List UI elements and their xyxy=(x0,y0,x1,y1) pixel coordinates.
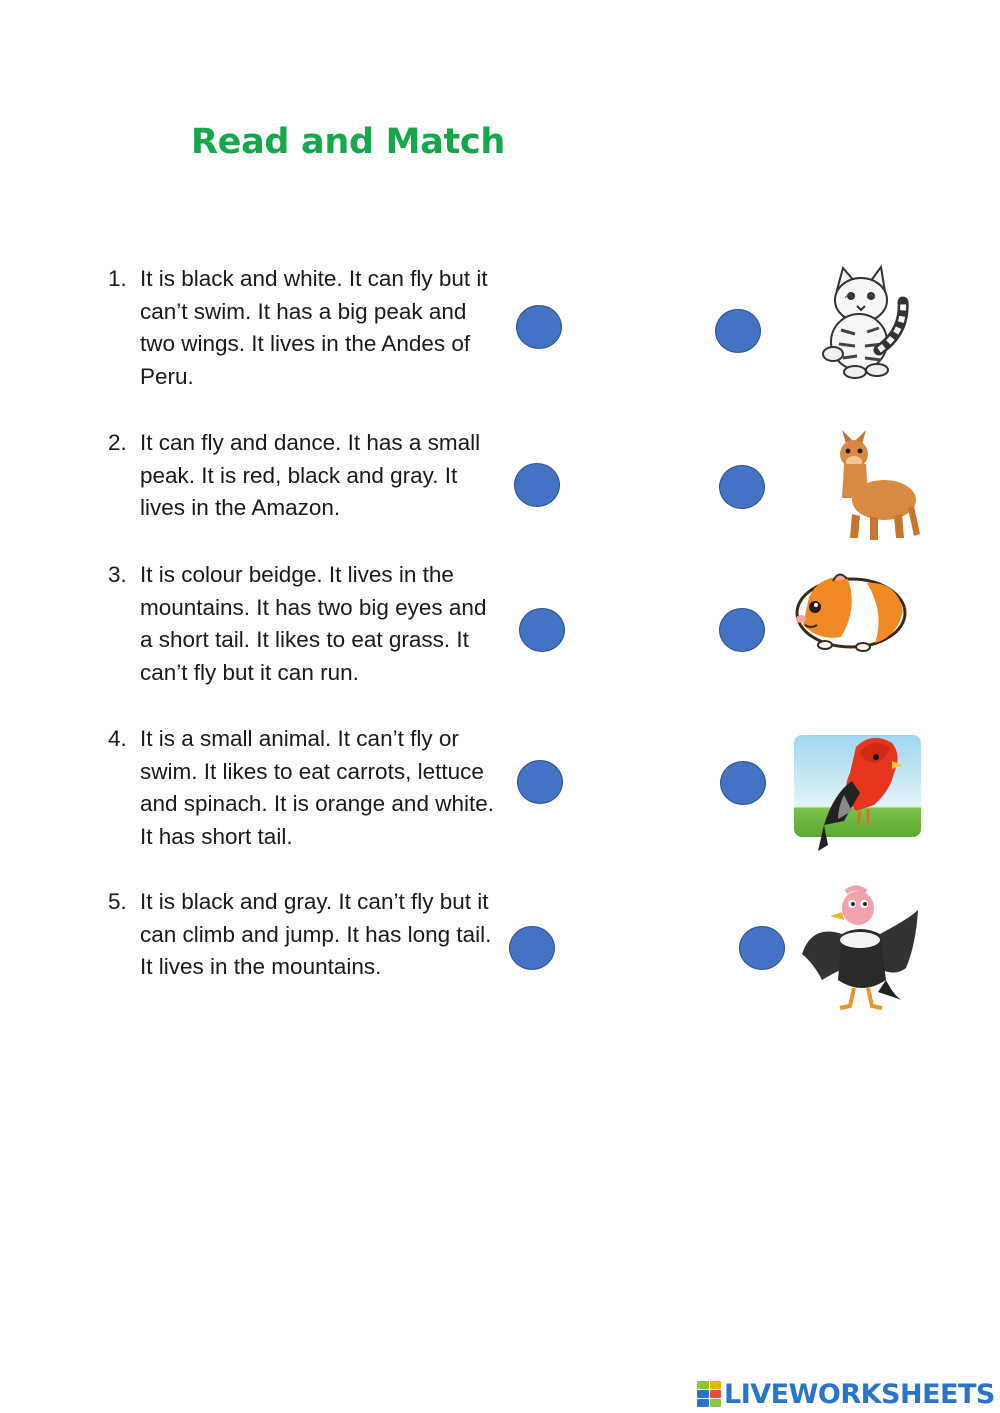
logo-text: LIVEWORKSHEETS xyxy=(724,1378,995,1410)
match-dot-right-4[interactable] xyxy=(720,761,766,805)
match-dot-left-4[interactable] xyxy=(517,760,563,804)
cock-of-the-rock-icon xyxy=(794,733,921,853)
list-item xyxy=(108,427,503,525)
list-item xyxy=(108,886,503,984)
item-text: It is a small animal. It can’t fly or swim. It likes to eat carrots, lettuce and spinach. It is orange and white. It has short tail. xyxy=(140,726,494,850)
alpaca-icon xyxy=(828,426,920,543)
match-dot-right-5[interactable] xyxy=(739,926,785,970)
condor-icon xyxy=(802,884,919,1014)
page-title: Read and Match xyxy=(191,122,505,162)
item-text: It is black and white. It can fly but it can’t swim. It has a big peak and two wings. It lives in the Andes of Peru. xyxy=(140,266,488,390)
guinea-pig-icon xyxy=(789,567,909,652)
logo-icon xyxy=(697,1381,721,1407)
list-item xyxy=(108,263,503,394)
wild-cat-icon xyxy=(815,262,910,380)
item-text: It can fly and dance. It has a small peak. It is red, black and gray. It lives in the Amazon. xyxy=(140,430,481,521)
item-number: 1. xyxy=(108,266,127,291)
match-dot-right-2[interactable] xyxy=(719,465,765,509)
list-item xyxy=(108,723,503,854)
match-dot-right-3[interactable] xyxy=(719,608,765,652)
item-text: It is black and gray. It can’t fly but it can climb and jump. It has long tail. It lives in the mountains. xyxy=(140,889,492,980)
item-number: 3. xyxy=(108,562,127,587)
list-item xyxy=(108,559,503,690)
liveworksheets-logo xyxy=(697,1378,995,1410)
match-dot-left-2[interactable] xyxy=(514,463,560,507)
match-dot-left-5[interactable] xyxy=(509,926,555,970)
match-dot-left-3[interactable] xyxy=(519,608,565,652)
item-number: 4. xyxy=(108,726,127,751)
item-text: It is colour beidge. It lives in the mountains. It has two big eyes and a short tail. It likes to eat grass. It can’t fly but it can run. xyxy=(140,562,487,686)
match-dot-right-1[interactable] xyxy=(715,309,761,353)
item-number: 2. xyxy=(108,430,127,455)
match-dot-left-1[interactable] xyxy=(516,305,562,349)
item-number: 5. xyxy=(108,889,127,914)
